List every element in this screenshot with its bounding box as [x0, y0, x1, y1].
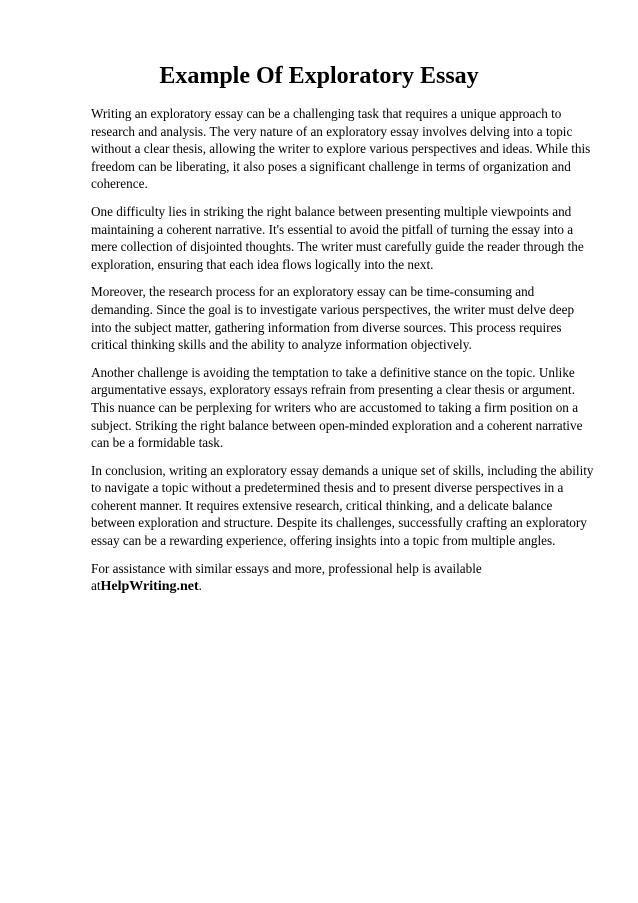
footer-period: . [198, 578, 202, 594]
paragraph-balance: One difficulty lies in striking the right balance between presenting multiple viewpoints and maintaining a coherent narrative. It's essential to avoid the pitfall of turning the essay into a mere collection of disjointed thoughts. The writer must carefully guide the reader through the exploration, ensuring that each idea flows logically into the next. [91, 203, 584, 272]
document-body [91, 105, 594, 606]
footer-text: For assistance with similar essays and more, professional help is available at [91, 560, 482, 594]
paragraph-research: Moreover, the research process for an exploratory essay can be time-consuming and demanding. Since the goal is to investigate various perspectives, the writer must delve deep into the subject matter, gathering information from diverse sources. This process requires critical thinking skills and the ability to analyze information objectively. [91, 284, 575, 353]
paragraph-stance: Another challenge is avoiding the temptation to take a definitive stance on the topic. Unlike argumentative essays, exploratory essays refrain from presenting a clear thesis or argument. This nuance can be perplexing for writers who are accustomed to taking a firm position on a subject. Striking the right balance between open-minded exploration and a coherent narrative can be a formidable task. [91, 364, 583, 451]
helpwriting-link[interactable]: HelpWriting.net [100, 579, 199, 595]
paragraph-intro: Writing an exploratory essay can be a challenging task that requires a unique approach to research and analysis. The very nature of an exploratory essay involves delving into a topic without a clear thesis, allowing the writer to explore various perspectives and ideas. While this freedom can be liberating, it also poses a significant challenge in terms of organization and coherence. [91, 106, 591, 192]
footer-note [91, 560, 594, 596]
paragraph-conclusion: In conclusion, writing an exploratory essay demands a unique set of skills, including the ability to navigate a topic without a predetermined thesis and to present diverse perspectives in a coherent manner. It requires extensive research, critical thinking, and a delicate balance between exploration and structure. Despite its challenges, successfully crafting an exploratory essay can be a rewarding experience, offering insights into a topic from multiple angles. [91, 462, 594, 549]
document-title: Example Of Exploratory Essay [159, 63, 479, 89]
